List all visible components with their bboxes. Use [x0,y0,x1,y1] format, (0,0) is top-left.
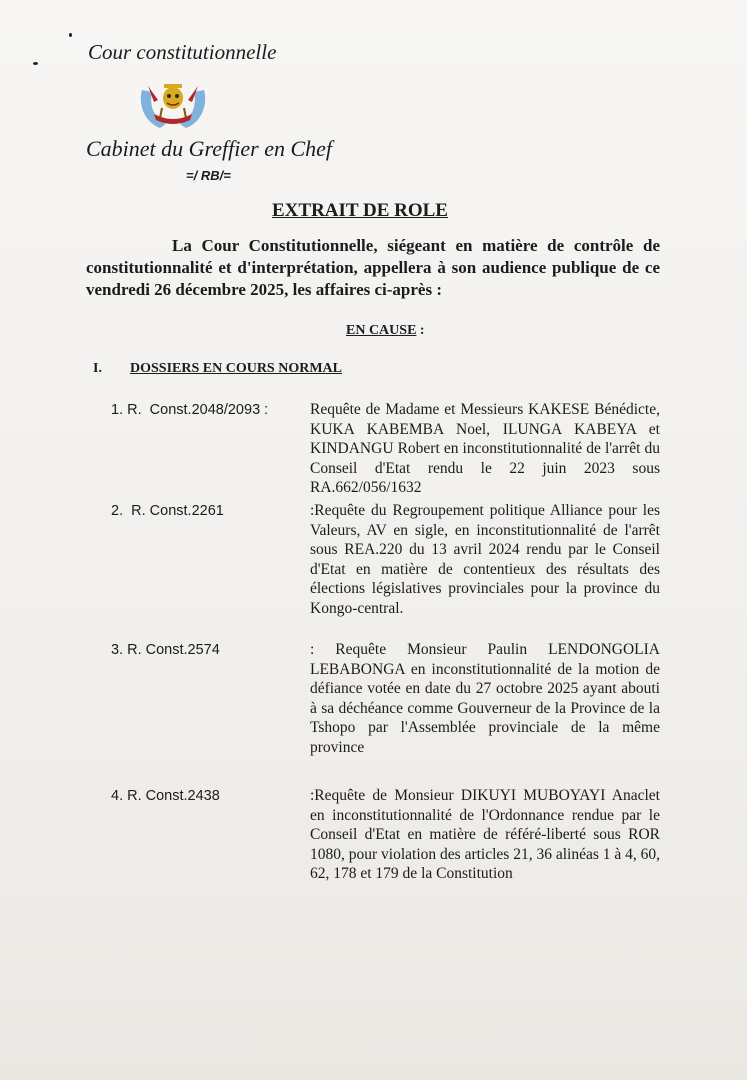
case-description: : Requête Monsieur Paulin LENDONGOLIA LEBABONGA en inconstitutionnalité de la motion de défiance votée en date du 27 octobre 2025 ayant abouti à sa déchéance comme Gouverneur de la Province de la Tshopo par l'Assemblée provinciale de la même province [310,641,660,756]
ink-speck [69,33,72,37]
en-cause-heading [346,323,425,339]
cabinet-title: Cabinet du Greffier en Chef [86,136,333,161]
section-title: DOSSIERS EN COURS NORMAL [130,361,342,376]
case-reference: 1. R. Const.2048/2093 : [111,402,269,418]
case-description: Requête de Madame et Messieurs KAKESE Bénédicte, KUKA KABEMBA Noel, ILUNGA KABEYA et KINDANGU Robert en inconstitutionnalité de l'arrêt du Conseil d'Etat rendu le 22 juin 2023 sous RA.662/056/1632 [310,401,660,497]
document-title: EXTRAIT DE ROLE [272,200,448,221]
court-emblem [134,78,212,130]
en-cause-suffix: : [416,323,425,338]
case-reference: 2. R. Const.2261 [111,503,224,519]
case-description: :Requête du Regroupement politique Alliance pour les Valeurs, AV en sigle, en inconstitutionnalité de l'arrêt sous REA.220 du 13 avril 2024 rendu par le Conseil d'Etat en matière de contentieux des résultats des élections législatives provinciales pour la province du Kongo-central. [310,502,660,617]
intro-paragraph: La Cour Constitutionnelle, siégeant en matière de contrôle de constitutionnalité et d'interprétation, appellera à son audience publique de ce vendredi 26 décembre 2025, les affaires ci-après : [86,236,660,299]
case-reference: 4. R. Const.2438 [111,788,220,804]
court-name: Cour constitutionnelle [88,40,277,64]
en-cause-label: EN CAUSE [346,323,417,338]
case-reference: 3. R. Const.2574 [111,642,220,658]
section-number: I. [93,361,102,376]
case-description: :Requête de Monsieur DIKUYI MUBOYAYI Anaclet en inconstitutionnalité de l'Ordonnance rendue par le Conseil d'Etat en matière de référé-liberté sous ROR 1080, pour violation des articles 21, 36 alinéas 1 à 4, 60, 62, 178 et 179 de la Constitution [310,787,660,883]
ink-speck [33,62,38,65]
reference-code: =/ RB/= [186,168,231,183]
